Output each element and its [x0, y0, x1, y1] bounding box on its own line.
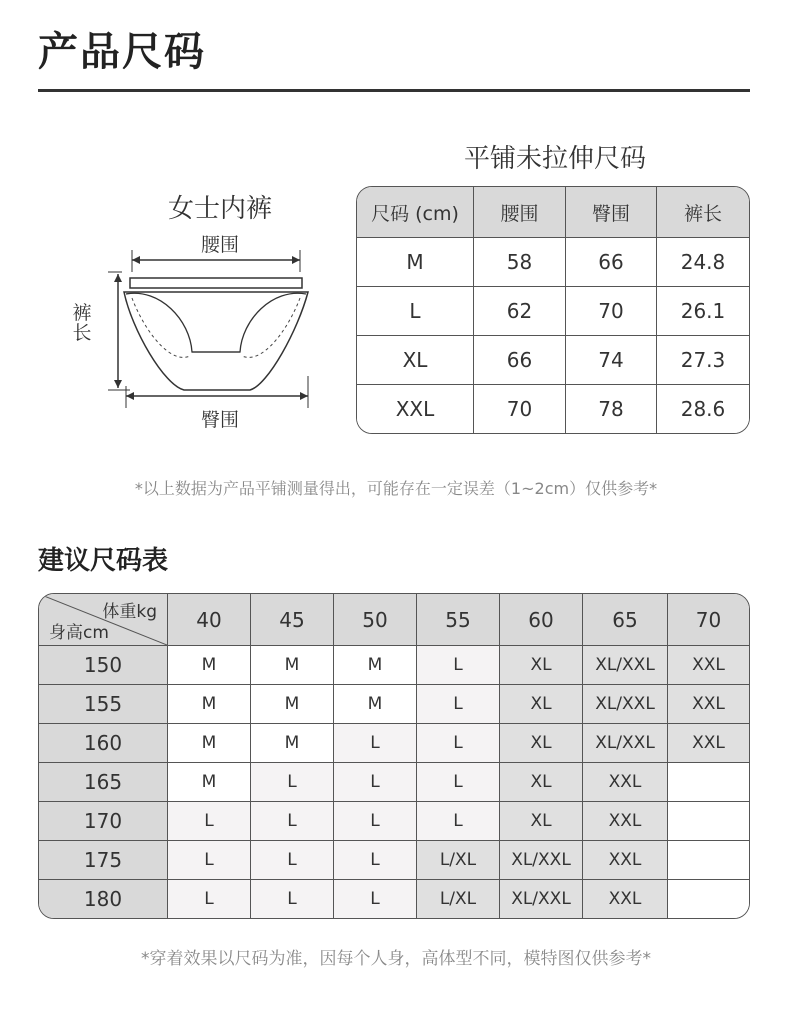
size-cell: M [251, 685, 334, 724]
size-cell [668, 841, 749, 880]
header-cell: 臀围 [566, 187, 657, 238]
size-cell: L [334, 724, 417, 763]
size-cell: XL/XXL [500, 880, 583, 918]
table-row [357, 385, 749, 433]
size-cell: L [251, 880, 334, 918]
header-cell: 裤长 [657, 187, 749, 238]
size-cell: M [168, 763, 251, 802]
table-row [39, 646, 749, 685]
table-row [39, 685, 749, 724]
height-cell: 160 [39, 724, 168, 763]
size-cell: M [168, 724, 251, 763]
table-cell: 58 [474, 238, 566, 287]
table-cell: 28.6 [657, 385, 749, 433]
size-cell: XL [500, 763, 583, 802]
height-cell: 175 [39, 841, 168, 880]
size-cell: L [334, 880, 417, 918]
table-row [39, 880, 749, 918]
length-label: 裤长 [72, 302, 92, 344]
size-cell: XL/XXL [583, 685, 668, 724]
size-cell: XXL [583, 880, 668, 918]
size-cell: M [334, 646, 417, 685]
weight-header: 55 [417, 594, 500, 646]
table-header-row [357, 187, 749, 238]
size-cell: M [168, 685, 251, 724]
hip-label: 臀围 [200, 409, 239, 431]
size-cell: L [334, 841, 417, 880]
weight-axis-label: 体重kg [102, 602, 157, 622]
weight-header: 65 [583, 594, 668, 646]
waist-label: 腰围 [200, 234, 239, 256]
table-cell: 70 [566, 287, 657, 336]
size-cell: XL [500, 646, 583, 685]
height-axis-label: 身高cm [49, 623, 109, 643]
size-cell: XL [500, 685, 583, 724]
size-cell: L/XL [417, 880, 500, 918]
size-cell: M [251, 724, 334, 763]
corner-cell [39, 594, 168, 646]
size-cell: L [334, 763, 417, 802]
flat-size-title: 平铺未拉伸尺码 [463, 144, 646, 174]
table-row [357, 238, 749, 287]
size-cell: M [334, 685, 417, 724]
table-cell: 24.8 [657, 238, 749, 287]
title-divider [38, 89, 750, 92]
recommend-title: 建议尺码表 [38, 546, 169, 576]
size-cell: L [334, 802, 417, 841]
weight-header: 45 [251, 594, 334, 646]
diagram-title: 女士内裤 [167, 194, 272, 224]
size-cell: L [168, 802, 251, 841]
height-cell: 165 [39, 763, 168, 802]
table-row [357, 336, 749, 385]
table-row [39, 802, 749, 841]
table-row [39, 841, 749, 880]
size-cell: L/XL [417, 841, 500, 880]
flat-size-table [356, 186, 750, 434]
size-cell: L [168, 880, 251, 918]
height-cell: 170 [39, 802, 168, 841]
size-cell: L [168, 841, 251, 880]
page-title: 产品尺码 [38, 29, 206, 75]
header-cell: 尺码 (cm) [357, 187, 474, 238]
size-cell [668, 880, 749, 918]
recommend-note: *穿着效果以尺码为准，因每个人身，高体型不同，模特图仅供参考* [141, 949, 651, 969]
size-cell [668, 802, 749, 841]
table-cell: 62 [474, 287, 566, 336]
size-cell: XXL [583, 763, 668, 802]
size-cell: L [251, 841, 334, 880]
size-cell: L [417, 763, 500, 802]
size-cell: XXL [668, 685, 749, 724]
table-row [39, 724, 749, 763]
size-cell: XL/XXL [583, 724, 668, 763]
table-header-row [39, 594, 749, 646]
table-cell: XXL [357, 385, 474, 433]
table-cell: 78 [566, 385, 657, 433]
height-cell: 155 [39, 685, 168, 724]
table-cell: 70 [474, 385, 566, 433]
size-cell: M [168, 646, 251, 685]
recommend-table-body [39, 646, 749, 918]
header-cell: 腰围 [474, 187, 566, 238]
size-cell [668, 763, 749, 802]
size-cell: L [417, 685, 500, 724]
size-cell: XL [500, 724, 583, 763]
size-cell: XXL [583, 802, 668, 841]
table-cell: M [357, 238, 474, 287]
size-cell: L [251, 763, 334, 802]
weight-header: 60 [500, 594, 583, 646]
table-cell: XL [357, 336, 474, 385]
size-cell: L [417, 802, 500, 841]
weight-header: 70 [668, 594, 749, 646]
flat-size-note: *以上数据为产品平铺测量得出，可能存在一定误差（1~2cm）仅供参考* [134, 479, 658, 498]
size-cell: XXL [668, 724, 749, 763]
table-cell: 74 [566, 336, 657, 385]
table-cell: 66 [474, 336, 566, 385]
table-row [39, 763, 749, 802]
weight-header: 40 [168, 594, 251, 646]
table-row [357, 287, 749, 336]
size-cell: L [417, 646, 500, 685]
size-cell: XL/XXL [583, 646, 668, 685]
size-cell: M [251, 646, 334, 685]
size-cell: XXL [583, 841, 668, 880]
height-cell: 150 [39, 646, 168, 685]
table-cell: 66 [566, 238, 657, 287]
size-cell: L [417, 724, 500, 763]
size-cell: XXL [668, 646, 749, 685]
table-cell: 26.1 [657, 287, 749, 336]
height-cell: 180 [39, 880, 168, 918]
table-cell: 27.3 [657, 336, 749, 385]
recommend-size-table [38, 593, 750, 919]
size-cell: XL [500, 802, 583, 841]
size-cell: L [251, 802, 334, 841]
underwear-diagram [60, 180, 330, 440]
size-cell: XL/XXL [500, 841, 583, 880]
table-cell: L [357, 287, 474, 336]
weight-header: 50 [334, 594, 417, 646]
